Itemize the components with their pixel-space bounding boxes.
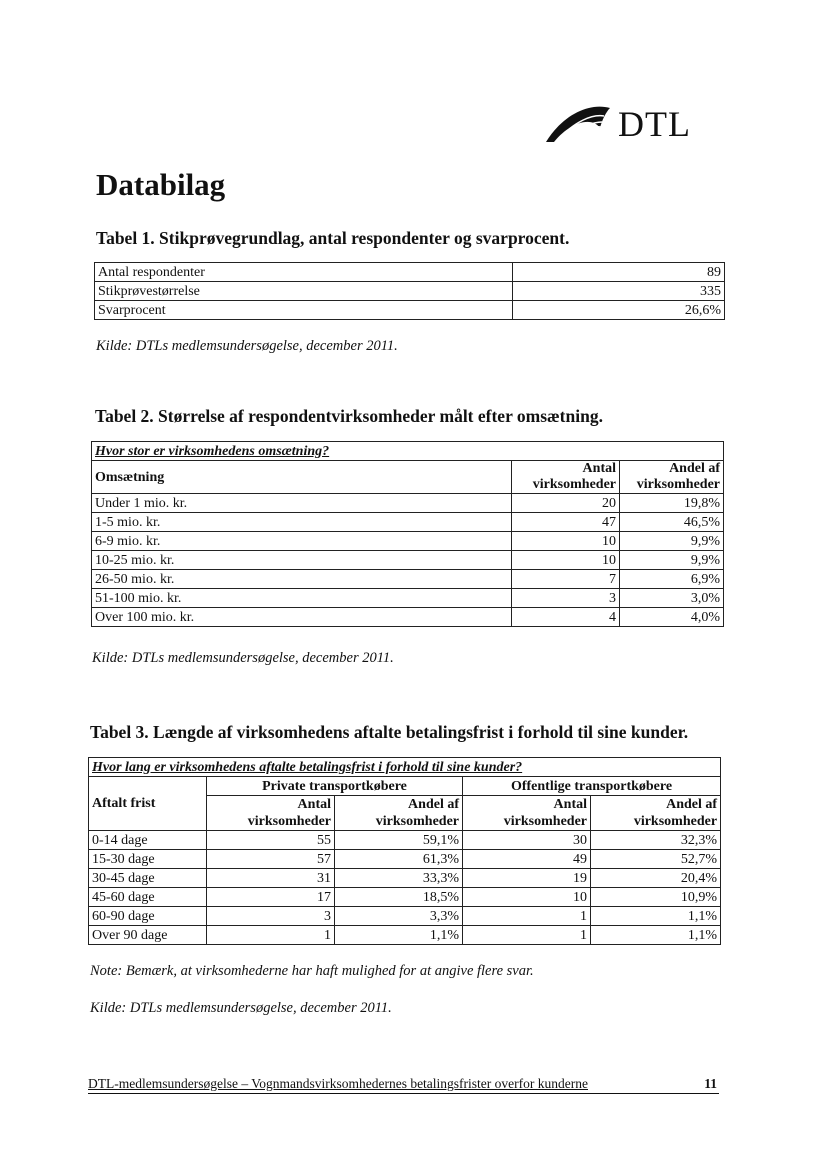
row-public-share: 32,3% bbox=[591, 831, 721, 850]
row-share: 9,9% bbox=[620, 532, 724, 551]
table-row bbox=[89, 850, 721, 869]
table3-header-label: Aftalt frist bbox=[89, 777, 207, 831]
row-label: 60-90 dage bbox=[89, 907, 207, 926]
row-label: 10-25 mio. kr. bbox=[92, 551, 512, 570]
row-private-count: 55 bbox=[207, 831, 335, 850]
logo-text: DTL bbox=[618, 104, 691, 144]
dtl-logo bbox=[540, 98, 740, 150]
row-public-share: 1,1% bbox=[591, 926, 721, 945]
table3-header-public-count: Antal virksomheder bbox=[463, 796, 591, 831]
row-private-share: 3,3% bbox=[335, 907, 463, 926]
row-share: 4,0% bbox=[620, 608, 724, 627]
row-label: Under 1 mio. kr. bbox=[92, 494, 512, 513]
row-private-share: 61,3% bbox=[335, 850, 463, 869]
row-public-share: 1,1% bbox=[591, 907, 721, 926]
row-label: 0-14 dage bbox=[89, 831, 207, 850]
table-row bbox=[92, 494, 724, 513]
row-private-count: 57 bbox=[207, 850, 335, 869]
row-private-count: 17 bbox=[207, 888, 335, 907]
row-label: Over 90 dage bbox=[89, 926, 207, 945]
table2-caption: Tabel 2. Størrelse af respondentvirksomheder målt efter omsætning. bbox=[95, 406, 603, 426]
footer-text: DTL-medlemsundersøgelse – Vognmandsvirksomhedernes betalingsfrister overfor kunderne bbox=[88, 1076, 589, 1091]
page-number: 11 bbox=[704, 1076, 717, 1091]
table-row bbox=[89, 888, 721, 907]
row-count: 10 bbox=[512, 551, 620, 570]
row-public-count: 19 bbox=[463, 869, 591, 888]
row-private-count: 1 bbox=[207, 926, 335, 945]
row-label: 15-30 dage bbox=[89, 850, 207, 869]
table-row bbox=[95, 301, 725, 320]
table3-header-public-share: Andel af virksomheder bbox=[591, 796, 721, 831]
row-private-share: 18,5% bbox=[335, 888, 463, 907]
row-count: 47 bbox=[512, 513, 620, 532]
row-private-count: 31 bbox=[207, 869, 335, 888]
table2 bbox=[91, 441, 724, 627]
row-public-count: 49 bbox=[463, 850, 591, 869]
row-count: 10 bbox=[512, 532, 620, 551]
table2-question: Hvor stor er virksomhedens omsætning? bbox=[92, 442, 724, 461]
table-row bbox=[89, 831, 721, 850]
table-row bbox=[95, 282, 725, 301]
table2-header-count: Antal virksomheder bbox=[512, 461, 620, 494]
row-label: 1-5 mio. kr. bbox=[92, 513, 512, 532]
table3-header-private: Private transportkøbere bbox=[207, 777, 463, 796]
table-row bbox=[92, 589, 724, 608]
table-row bbox=[89, 926, 721, 945]
row-public-share: 52,7% bbox=[591, 850, 721, 869]
row-value: 335 bbox=[513, 282, 725, 301]
table-row bbox=[92, 570, 724, 589]
row-label: Stikprøvestørrelse bbox=[95, 282, 513, 301]
row-count: 3 bbox=[512, 589, 620, 608]
row-label: 30-45 dage bbox=[89, 869, 207, 888]
row-private-share: 1,1% bbox=[335, 926, 463, 945]
table2-header-share: Andel af virksomheder bbox=[620, 461, 724, 494]
table-row bbox=[92, 551, 724, 570]
row-label: 26-50 mio. kr. bbox=[92, 570, 512, 589]
row-private-count: 3 bbox=[207, 907, 335, 926]
table3 bbox=[88, 757, 721, 945]
table3-note: Note: Bemærk, at virksomhederne har haft mulighed for at angive flere svar. bbox=[90, 963, 534, 979]
row-public-count: 30 bbox=[463, 831, 591, 850]
table3-caption: Tabel 3. Længde af virksomhedens aftalte betalingsfrist i forhold til sine kunder. bbox=[90, 722, 689, 742]
table1-caption: Tabel 1. Stikprøvegrundlag, antal respondenter og svarprocent. bbox=[96, 228, 570, 248]
row-count: 7 bbox=[512, 570, 620, 589]
row-label: 45-60 dage bbox=[89, 888, 207, 907]
table-row bbox=[89, 869, 721, 888]
table1-source: Kilde: DTLs medlemsundersøgelse, december 2011. bbox=[96, 338, 398, 354]
row-count: 4 bbox=[512, 608, 620, 627]
page-title: Databilag bbox=[96, 167, 226, 202]
row-label: 51-100 mio. kr. bbox=[92, 589, 512, 608]
table3-source: Kilde: DTLs medlemsundersøgelse, december 2011. bbox=[90, 1000, 392, 1016]
row-share: 9,9% bbox=[620, 551, 724, 570]
row-value: 89 bbox=[513, 263, 725, 282]
table-row bbox=[92, 532, 724, 551]
row-public-count: 10 bbox=[463, 888, 591, 907]
row-public-count: 1 bbox=[463, 907, 591, 926]
table3-header-public: Offentlige transportkøbere bbox=[463, 777, 721, 796]
row-label: Svarprocent bbox=[95, 301, 513, 320]
table2-source: Kilde: DTLs medlemsundersøgelse, december 2011. bbox=[92, 650, 394, 666]
table-row bbox=[92, 513, 724, 532]
row-label: Over 100 mio. kr. bbox=[92, 608, 512, 627]
dtl-swoosh-icon bbox=[540, 98, 620, 148]
row-label: Antal respondenter bbox=[95, 263, 513, 282]
row-share: 46,5% bbox=[620, 513, 724, 532]
row-public-share: 10,9% bbox=[591, 888, 721, 907]
row-private-share: 33,3% bbox=[335, 869, 463, 888]
row-share: 6,9% bbox=[620, 570, 724, 589]
table3-header-private-count: Antal virksomheder bbox=[207, 796, 335, 831]
row-share: 3,0% bbox=[620, 589, 724, 608]
row-private-share: 59,1% bbox=[335, 831, 463, 850]
table3-question: Hvor lang er virksomhedens aftalte betalingsfrist i forhold til sine kunder? bbox=[89, 758, 721, 777]
table-row bbox=[95, 263, 725, 282]
table1 bbox=[94, 262, 725, 320]
table-row bbox=[89, 907, 721, 926]
row-value: 26,6% bbox=[513, 301, 725, 320]
row-public-share: 20,4% bbox=[591, 869, 721, 888]
table3-header-private-share: Andel af virksomheder bbox=[335, 796, 463, 831]
row-share: 19,8% bbox=[620, 494, 724, 513]
row-public-count: 1 bbox=[463, 926, 591, 945]
page-footer bbox=[88, 1076, 719, 1094]
table-row bbox=[92, 608, 724, 627]
table2-header-label: Omsætning bbox=[92, 461, 512, 494]
row-label: 6-9 mio. kr. bbox=[92, 532, 512, 551]
row-count: 20 bbox=[512, 494, 620, 513]
